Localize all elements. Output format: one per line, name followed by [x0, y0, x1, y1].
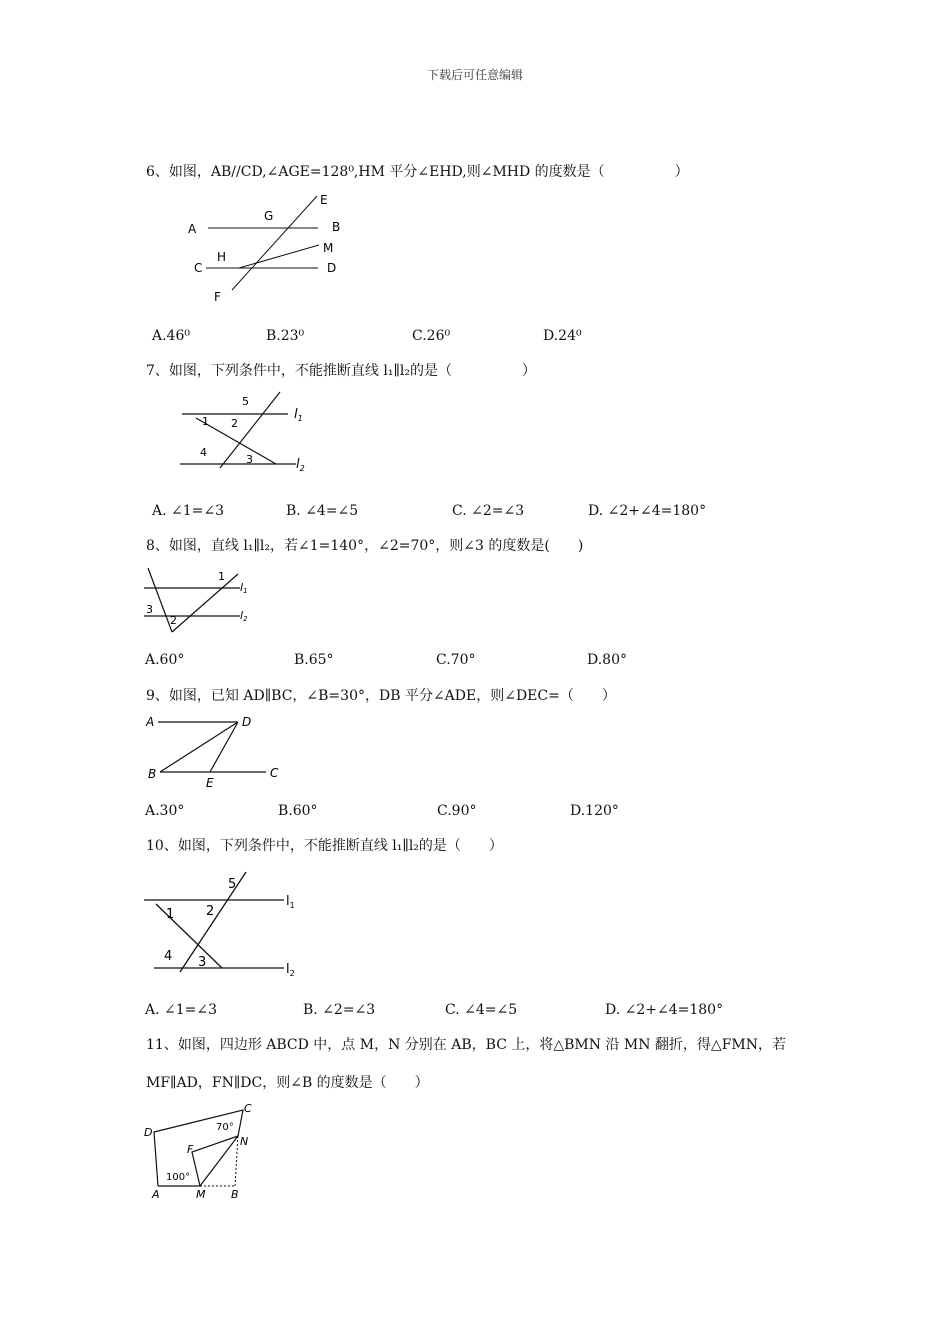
- question-10-figure: [140, 868, 310, 986]
- line-l1-label: $l_1$: [286, 894, 295, 910]
- label-B: B: [231, 1188, 239, 1201]
- label-F: F: [214, 290, 221, 304]
- line-l2-label: $l_2$: [296, 457, 305, 473]
- line-l2-label: $l_2$: [286, 962, 295, 978]
- q8-option-d: D.80°: [587, 652, 627, 668]
- q6-option-b: B.23⁰: [266, 328, 305, 344]
- label-E: E: [320, 193, 328, 207]
- q6-option-a: A.46⁰: [152, 328, 190, 344]
- label-A: A: [188, 222, 197, 236]
- q9-option-a: A.30°: [145, 803, 185, 819]
- label-N: N: [240, 1135, 249, 1148]
- question-8-figure: [140, 564, 260, 636]
- label-C: C: [244, 1102, 252, 1115]
- angle-2-label: 2: [170, 614, 177, 627]
- angle-2-label: 2: [231, 417, 238, 430]
- q7-option-b: B. ∠4=∠5: [286, 503, 359, 519]
- q6-option-d: D.24⁰: [543, 328, 582, 344]
- question-8-text: 8、如图，直线 l₁∥l₂，若∠1=140°，∠2=70°，则∠3 的度数是( ): [146, 538, 584, 554]
- angle-70-label: 70°: [216, 1122, 234, 1133]
- question-6-figure: [180, 188, 355, 306]
- label-M: M: [196, 1188, 206, 1201]
- angle-4-label: 4: [164, 949, 173, 964]
- q8-option-a: A.60°: [145, 652, 185, 668]
- q9-option-b: B.60°: [278, 803, 318, 819]
- label-G: G: [264, 209, 274, 223]
- q10-option-d: D. ∠2+∠4=180°: [605, 1002, 724, 1018]
- question-9-figure: [142, 712, 287, 790]
- label-C: C: [270, 766, 279, 780]
- q10-option-a: A. ∠1=∠3: [145, 1002, 218, 1018]
- line-l1-label: $l_1$: [294, 407, 303, 423]
- label-C: C: [194, 261, 203, 275]
- question-7-figure: [176, 390, 316, 476]
- label-B: B: [332, 220, 341, 234]
- q7-option-a: A. ∠1=∠3: [152, 503, 225, 519]
- angle-1-label: 1: [166, 907, 175, 922]
- q7-option-d: D. ∠2+∠4=180°: [588, 503, 707, 519]
- q10-option-b: B. ∠2=∠3: [303, 1002, 376, 1018]
- q7-option-c: C. ∠2=∠3: [452, 503, 525, 519]
- angle-3-label: 3: [146, 603, 153, 616]
- question-11-text-line2: MF∥AD，FN∥DC，则∠B 的度数是（ ）: [146, 1075, 429, 1091]
- angle-5-label: 5: [242, 395, 249, 408]
- angle-2-label: 2: [206, 904, 215, 919]
- q8-option-b: B.65°: [294, 652, 334, 668]
- angle-100-label: 100°: [166, 1172, 191, 1183]
- line-l2-label: l2: [240, 609, 248, 623]
- question-11-figure: [140, 1098, 260, 1206]
- line-l1-label: l1: [240, 581, 248, 595]
- label-A: A: [146, 715, 155, 729]
- question-6-text: 6、如图，AB//CD,∠AGE=128⁰,HM 平分∠EHD,则∠MHD 的度数是（ ）: [146, 164, 689, 180]
- label-F: F: [187, 1143, 194, 1156]
- question-11-text-line1: 11、如图，四边形 ABCD 中，点 M，N 分别在 AB，BC 上，将△BMN 沿 MN 翻折，得△FMN，若: [146, 1037, 786, 1053]
- angle-1-label: 1: [202, 415, 209, 428]
- angle-5-label: 5: [228, 877, 237, 892]
- page-header: 下载后可任意编辑: [426, 68, 523, 82]
- label-D: D: [144, 1126, 153, 1139]
- question-10-text: 10、如图，下列条件中，不能推断直线 l₁∥l₂的是（ ）: [146, 838, 503, 854]
- label-M: M: [323, 241, 334, 255]
- question-7-text: 7、如图，下列条件中，不能推断直线 l₁∥l₂的是（ ）: [146, 363, 537, 379]
- label-B: B: [148, 767, 157, 781]
- label-E: E: [206, 776, 214, 790]
- angle-1-label: 1: [218, 570, 225, 583]
- angle-3-label: 3: [246, 453, 253, 466]
- q8-option-c: C.70°: [436, 652, 476, 668]
- angle-4-label: 4: [200, 446, 207, 459]
- label-A: A: [152, 1188, 160, 1201]
- q10-option-c: C. ∠4=∠5: [445, 1002, 518, 1018]
- q9-option-c: C.90°: [437, 803, 477, 819]
- q9-option-d: D.120°: [570, 803, 619, 819]
- question-9-text: 9、如图，已知 AD∥BC，∠B=30°，DB 平分∠ADE，则∠DEC=（ ）: [146, 688, 616, 704]
- angle-3-label: 3: [198, 955, 207, 970]
- label-H: H: [217, 250, 227, 264]
- label-D: D: [327, 261, 337, 275]
- q6-option-c: C.26⁰: [412, 328, 451, 344]
- label-D: D: [242, 715, 252, 729]
